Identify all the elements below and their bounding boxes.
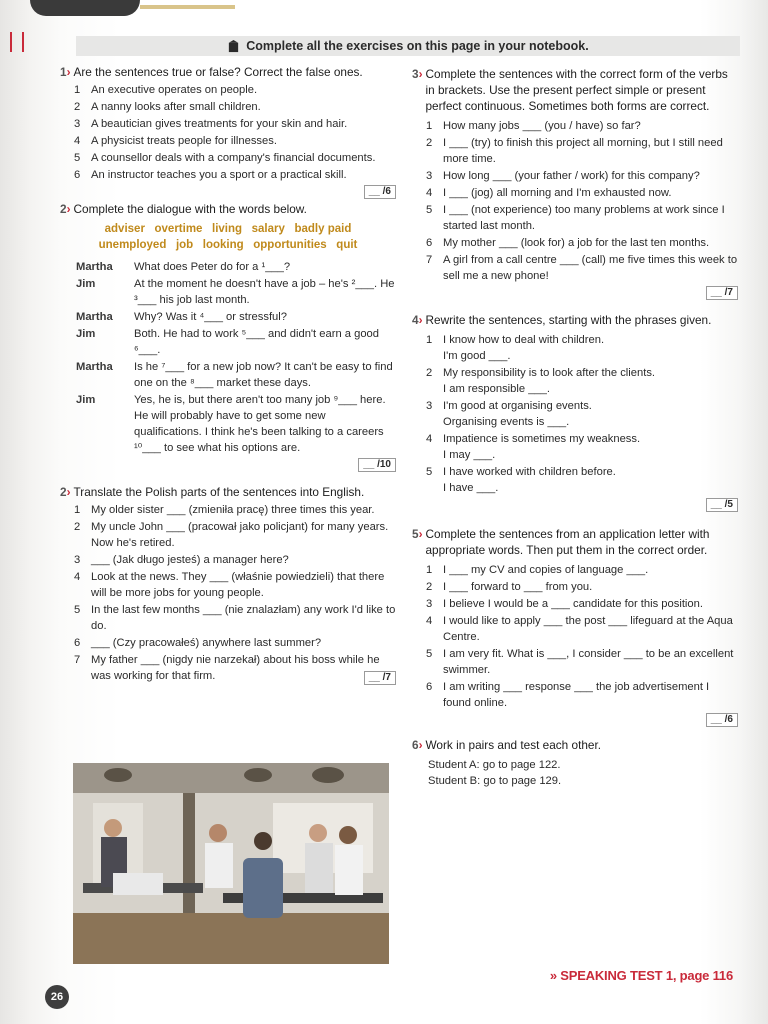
- exercise-number: 3›: [412, 67, 423, 81]
- dialogue-line: Martha Is he ⁷___ for a new job now? It can't be easy to find one on the ⁸___ market these days.: [76, 361, 393, 389]
- score-box: __ /7: [706, 286, 738, 300]
- exercise-instruction: Translate the Polish parts of the sentences into English.: [73, 485, 365, 499]
- exercise-instruction: Work in pairs and test each other.: [425, 738, 602, 752]
- dialogue: [60, 259, 396, 456]
- list-item: 3 How long ___ (your father / work) for this company?: [426, 170, 700, 182]
- list-item: 6 ___ (Czy pracowałeś) anywhere last summer?: [74, 637, 322, 649]
- exercise-items: [412, 562, 738, 711]
- exercise-number: 5›: [412, 527, 423, 541]
- exercise-2-dialogue: [60, 201, 396, 472]
- dialogue-line: Jim At the moment he doesn't have a job – he's ²___. He ³___ his job last month.: [76, 278, 395, 306]
- chevron-right-icon: ›: [66, 202, 71, 216]
- chevron-right-icon: ›: [418, 527, 423, 541]
- list-item: 5 I ___ (not experience) too many problems at work since I started last month.: [426, 204, 725, 232]
- exercise-instruction: Complete the sentences with the correct form of the verbs in brackets. Use the present perfect simple or present perfect continuous. Sometimes both forms are correct.: [425, 67, 728, 113]
- office-scene-illustration: [73, 763, 389, 964]
- score-box: __ /6: [706, 713, 738, 727]
- list-item: 6 I am writing ___ response ___ the job advertisement I found online.: [426, 681, 710, 709]
- list-item: 4 Look at the news. They ___ (właśnie powiedzieli) that there will be more jobs for young people.: [74, 571, 385, 599]
- chevron-right-icon: ›: [418, 67, 423, 81]
- list-item: 2 A nanny looks after small children.: [74, 101, 261, 113]
- exercise-items: [412, 118, 738, 284]
- exercise-instruction: Complete the sentences from an application letter with appropriate words. Then put them in the correct order.: [425, 527, 710, 557]
- exercise-instruction: Complete the dialogue with the words below.: [73, 202, 307, 216]
- list-item: 5 A counsellor deals with a company's financial documents.: [74, 152, 376, 164]
- dialogue-line: Martha Why? Was it ⁴___ or stressful?: [76, 311, 287, 323]
- exercise-items: [60, 502, 396, 684]
- score-box: __ /5: [706, 498, 738, 512]
- chevron-right-icon: ›: [418, 313, 423, 327]
- list-item: 6 An instructor teaches you a sport or a practical skill.: [74, 169, 347, 181]
- list-item: 5 I have worked with children before. I have ___.: [426, 466, 616, 494]
- dialogue-line: Jim Both. He had to work ⁵___ and didn't earn a good ⁶___.: [76, 328, 379, 356]
- score-box: __ /10: [358, 458, 396, 472]
- exercise-instruction: Rewrite the sentences, starting with the phrases given.: [425, 313, 712, 327]
- student-b-instruction: Student B: go to page 129.: [428, 775, 562, 787]
- list-item: 2 I ___ forward to ___ from you.: [426, 581, 593, 593]
- office-photo: [73, 763, 389, 964]
- instruction-banner: [76, 36, 740, 56]
- list-item: 3 A beautician gives treatments for your skin and hair.: [74, 118, 348, 130]
- top-decoration: [30, 0, 140, 16]
- list-item: 1 How many jobs ___ (you / have) so far?: [426, 120, 641, 132]
- list-item: 7 My father ___ (nigdy nie narzekał) about his boss while he was working for that firm.: [74, 654, 380, 682]
- left-column: [60, 64, 396, 685]
- chevron-right-icon: ›: [66, 485, 71, 499]
- exercise-5: [412, 526, 738, 727]
- exercise-3: [412, 66, 738, 300]
- list-item: 3 I believe I would be a ___ candidate for this position.: [426, 598, 703, 610]
- exercise-number: 1›: [60, 65, 71, 79]
- list-item: 7 A girl from a call centre ___ (call) me five times this week to sell me a new phone!: [426, 254, 738, 282]
- chevron-right-icon: ›: [66, 65, 71, 79]
- list-item: 4 A physicist treats people for illnesses.: [74, 135, 277, 147]
- list-item: 5 I am very fit. What is ___, I consider ___ to be an excellent swimmer.: [426, 648, 734, 676]
- list-item: 3 ___ (Jak długo jesteś) a manager here?: [74, 554, 289, 566]
- speaking-test-link[interactable]: [550, 968, 733, 983]
- top-rule: [140, 5, 235, 9]
- exercise-4: [412, 312, 738, 512]
- list-item: 1 An executive operates on people.: [74, 84, 258, 96]
- right-column: [412, 66, 738, 789]
- exercise-items: [412, 332, 738, 496]
- page-number: 26: [45, 985, 69, 1009]
- exercise-1: [60, 64, 396, 199]
- list-item: 1 My older sister ___ (zmieniła pracę) three times this year.: [74, 504, 375, 516]
- score-box: __ /6: [364, 185, 396, 199]
- list-item: 2 My uncle John ___ (pracował jako policjant) for many years. Now he's retired.: [74, 521, 389, 549]
- list-item: 4 I ___ (jog) all morning and I'm exhausted now.: [426, 187, 672, 199]
- dialogue-line: Jim Yes, he is, but there aren't too many job ⁹___ here. He will probably have to get some new qualifications. I think he's been talking to a careers ¹⁰___ to see what his options are.: [76, 394, 386, 454]
- exercise-items: [60, 82, 396, 183]
- list-item: 6 My mother ___ (look for) a job for the last ten months.: [426, 237, 710, 249]
- dialogue-line: Martha What does Peter do for a ¹___?: [76, 261, 291, 273]
- exercise-number: 4›: [412, 313, 423, 327]
- list-item: 2 I ___ (try) to finish this project all morning, but I still need more time.: [426, 137, 723, 165]
- margin-mark: [10, 32, 24, 52]
- list-item: 4 Impatience is sometimes my weakness. I may ___.: [426, 433, 641, 461]
- list-item: 5 In the last few months ___ (nie znalazłam) any work I'd like to do.: [74, 604, 396, 632]
- exercise-number: 2›: [60, 202, 71, 216]
- list-item: 1 I ___ my CV and copies of language ___.: [426, 564, 649, 576]
- score-box: __ /7: [364, 671, 396, 685]
- exercise-number: 2›: [60, 485, 71, 499]
- list-item: 4 I would like to apply ___ the post ___ lifeguard at the Aqua Centre.: [426, 615, 733, 643]
- list-item: 1 I know how to deal with children. I'm good ___.: [426, 334, 605, 362]
- notebook-icon: [227, 40, 240, 53]
- exercise-number: 6›: [412, 738, 423, 752]
- list-item: 2 My responsibility is to look after the clients. I am responsible ___.: [426, 367, 656, 395]
- banner-text: Complete all the exercises on this page in your notebook.: [246, 39, 589, 53]
- word-box: adviser overtime living salary badly paid unemployed job looking opportunities quit: [98, 223, 358, 251]
- student-a-instruction: Student A: go to page 122.: [428, 759, 561, 771]
- list-item: 3 I'm good at organising events. Organising events is ___.: [426, 400, 592, 428]
- double-chevron-icon: »: [549, 968, 557, 983]
- speaking-test-label: SPEAKING TEST 1, page 116: [560, 968, 733, 983]
- exercise-2-translate: [60, 484, 396, 685]
- exercise-instruction: Are the sentences true or false? Correct the false ones.: [73, 65, 363, 79]
- exercise-6: [412, 737, 738, 789]
- chevron-right-icon: ›: [418, 738, 423, 752]
